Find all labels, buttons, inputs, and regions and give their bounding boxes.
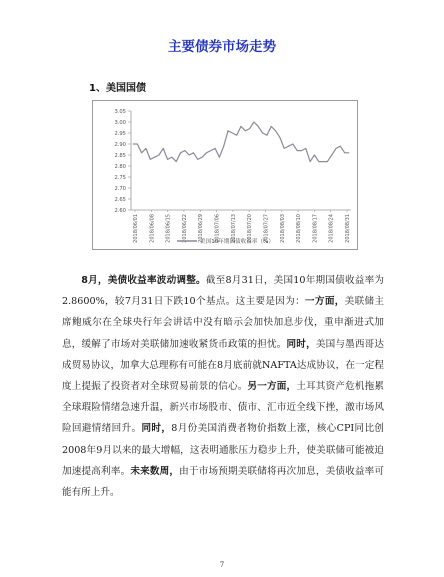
data-point xyxy=(159,155,160,156)
data-point xyxy=(340,146,341,147)
legend-label: 美国10年期国债收益率（%） xyxy=(200,239,274,245)
data-point xyxy=(275,130,276,131)
data-point xyxy=(301,150,302,151)
data-point xyxy=(167,159,168,160)
data-point xyxy=(193,152,194,153)
data-point xyxy=(133,144,134,145)
data-point xyxy=(137,144,138,145)
data-point xyxy=(331,155,332,156)
x-tick-label: 2018/06/22 xyxy=(181,214,188,243)
x-tick-label: 2018/06/01 xyxy=(133,214,139,243)
data-point xyxy=(150,159,151,160)
data-point xyxy=(215,148,216,149)
data-point xyxy=(314,155,315,156)
y-tick-label: 2.80 xyxy=(114,164,126,170)
data-point xyxy=(292,144,293,145)
y-tick-label: 2.95 xyxy=(114,131,126,137)
bold-phrase: 8月，美债收益率波动调整。 xyxy=(81,275,206,286)
x-tick-label: 2018/06/29 xyxy=(198,214,205,243)
data-point xyxy=(210,150,211,151)
data-point xyxy=(249,128,250,129)
yield-line-chart xyxy=(92,100,358,250)
data-point xyxy=(202,157,203,158)
chart-canvas xyxy=(93,101,359,251)
data-point xyxy=(288,146,289,147)
data-point xyxy=(197,159,198,160)
x-tick-label: 2018/07/13 xyxy=(230,214,237,243)
data-point xyxy=(184,150,185,151)
text-run: 8月份美国消费者物价指数上涨，核心CPI同比创2008年9月以来的最大增幅，这表明通胀压力稳步上升，使美联储可能被迫加速提高利率。 xyxy=(62,423,384,477)
x-tick-label: 2018/06/08 xyxy=(149,214,156,243)
bold-phrase: 同时， xyxy=(141,423,172,435)
bold-phrase: 一方面， xyxy=(305,296,345,308)
data-point xyxy=(241,126,242,127)
paragraph xyxy=(62,270,384,503)
data-point xyxy=(297,150,298,151)
data-point xyxy=(305,148,306,149)
data-point xyxy=(344,152,345,153)
data-point xyxy=(284,148,285,149)
bold-phrase: 同时， xyxy=(286,338,316,350)
y-tick-label: 2.65 xyxy=(114,197,126,203)
data-point xyxy=(271,126,272,127)
body-text xyxy=(62,270,384,503)
text-run: 土耳其资产危机拖累全球瑕险情绪急速升温，新兴市场股市、债市、汇市近全线下挫，激市场风险回避情绪回升。 xyxy=(62,381,385,435)
data-point xyxy=(318,161,319,162)
data-point xyxy=(254,122,255,123)
x-tick-label: 2018/08/10 xyxy=(296,214,303,243)
data-point xyxy=(154,157,155,158)
data-point xyxy=(180,152,181,153)
data-point xyxy=(223,146,224,147)
data-point xyxy=(219,157,220,158)
y-tick-label: 2.60 xyxy=(114,208,126,214)
data-point xyxy=(232,133,233,134)
data-point xyxy=(327,161,328,162)
x-tick-label: 2018/07/20 xyxy=(247,214,254,243)
x-tick-label: 2018/07/27 xyxy=(263,214,270,243)
data-point xyxy=(310,161,311,162)
data-point xyxy=(163,148,164,149)
data-point xyxy=(236,135,237,136)
data-point xyxy=(146,148,147,149)
data-point xyxy=(336,148,337,149)
data-point xyxy=(171,157,172,158)
page-title: 主要债券市场走势 xyxy=(168,39,276,55)
x-tick-label: 2018/07/06 xyxy=(214,214,221,243)
x-tick-label: 2018/08/31 xyxy=(345,214,351,243)
x-tick-label: 2018/06/15 xyxy=(165,214,172,243)
data-point xyxy=(141,152,142,153)
text-run: 美国与墨西哥达成贸易协议，加拿大总理称有可能在8月底前就NAFTA达成协议，在一定程度上提振了投资者对全球贸易前景的信心。 xyxy=(62,338,385,393)
text-run: 截至8月31日，美国10年期国债收益率为2.8600%，较7月31日下跌10个基点。这主要是因为： xyxy=(62,275,384,308)
x-tick-label: 2018/08/17 xyxy=(312,214,319,243)
data-point xyxy=(189,155,190,156)
data-point xyxy=(323,161,324,162)
data-point xyxy=(267,135,268,136)
y-tick-label: 2.90 xyxy=(114,142,126,148)
x-tick-label: 2018/08/03 xyxy=(279,214,286,243)
page-number: 7 xyxy=(219,561,225,569)
text-run: 美联储主席鲍威尔在全球央行年会讲话中没有暗示会加快加息步伐，重申渐进式加息，缓解了市场对美联储加速收紧货币政策的担忧。 xyxy=(62,296,384,350)
series-line xyxy=(133,122,349,162)
y-tick-label: 2.75 xyxy=(114,175,126,181)
y-tick-label: 3.05 xyxy=(114,109,126,115)
bold-phrase: 未来数周， xyxy=(130,465,180,477)
text-run: 由于市场预期美联储将再次加息，美债收益率可能有所上升。 xyxy=(62,465,385,499)
section-heading: 1、美国国债 xyxy=(89,83,146,94)
data-point xyxy=(206,152,207,153)
data-point xyxy=(258,126,259,127)
data-point xyxy=(262,133,263,134)
data-point xyxy=(245,130,246,131)
bold-phrase: 另一方面， xyxy=(247,381,297,393)
data-point xyxy=(176,161,177,162)
data-point xyxy=(228,130,229,131)
data-point xyxy=(349,152,350,153)
y-tick-label: 2.85 xyxy=(114,153,126,159)
data-point xyxy=(279,137,280,138)
x-tick-label: 2018/08/24 xyxy=(328,214,335,243)
y-tick-label: 3.00 xyxy=(114,120,126,126)
y-tick-label: 2.70 xyxy=(114,186,126,192)
